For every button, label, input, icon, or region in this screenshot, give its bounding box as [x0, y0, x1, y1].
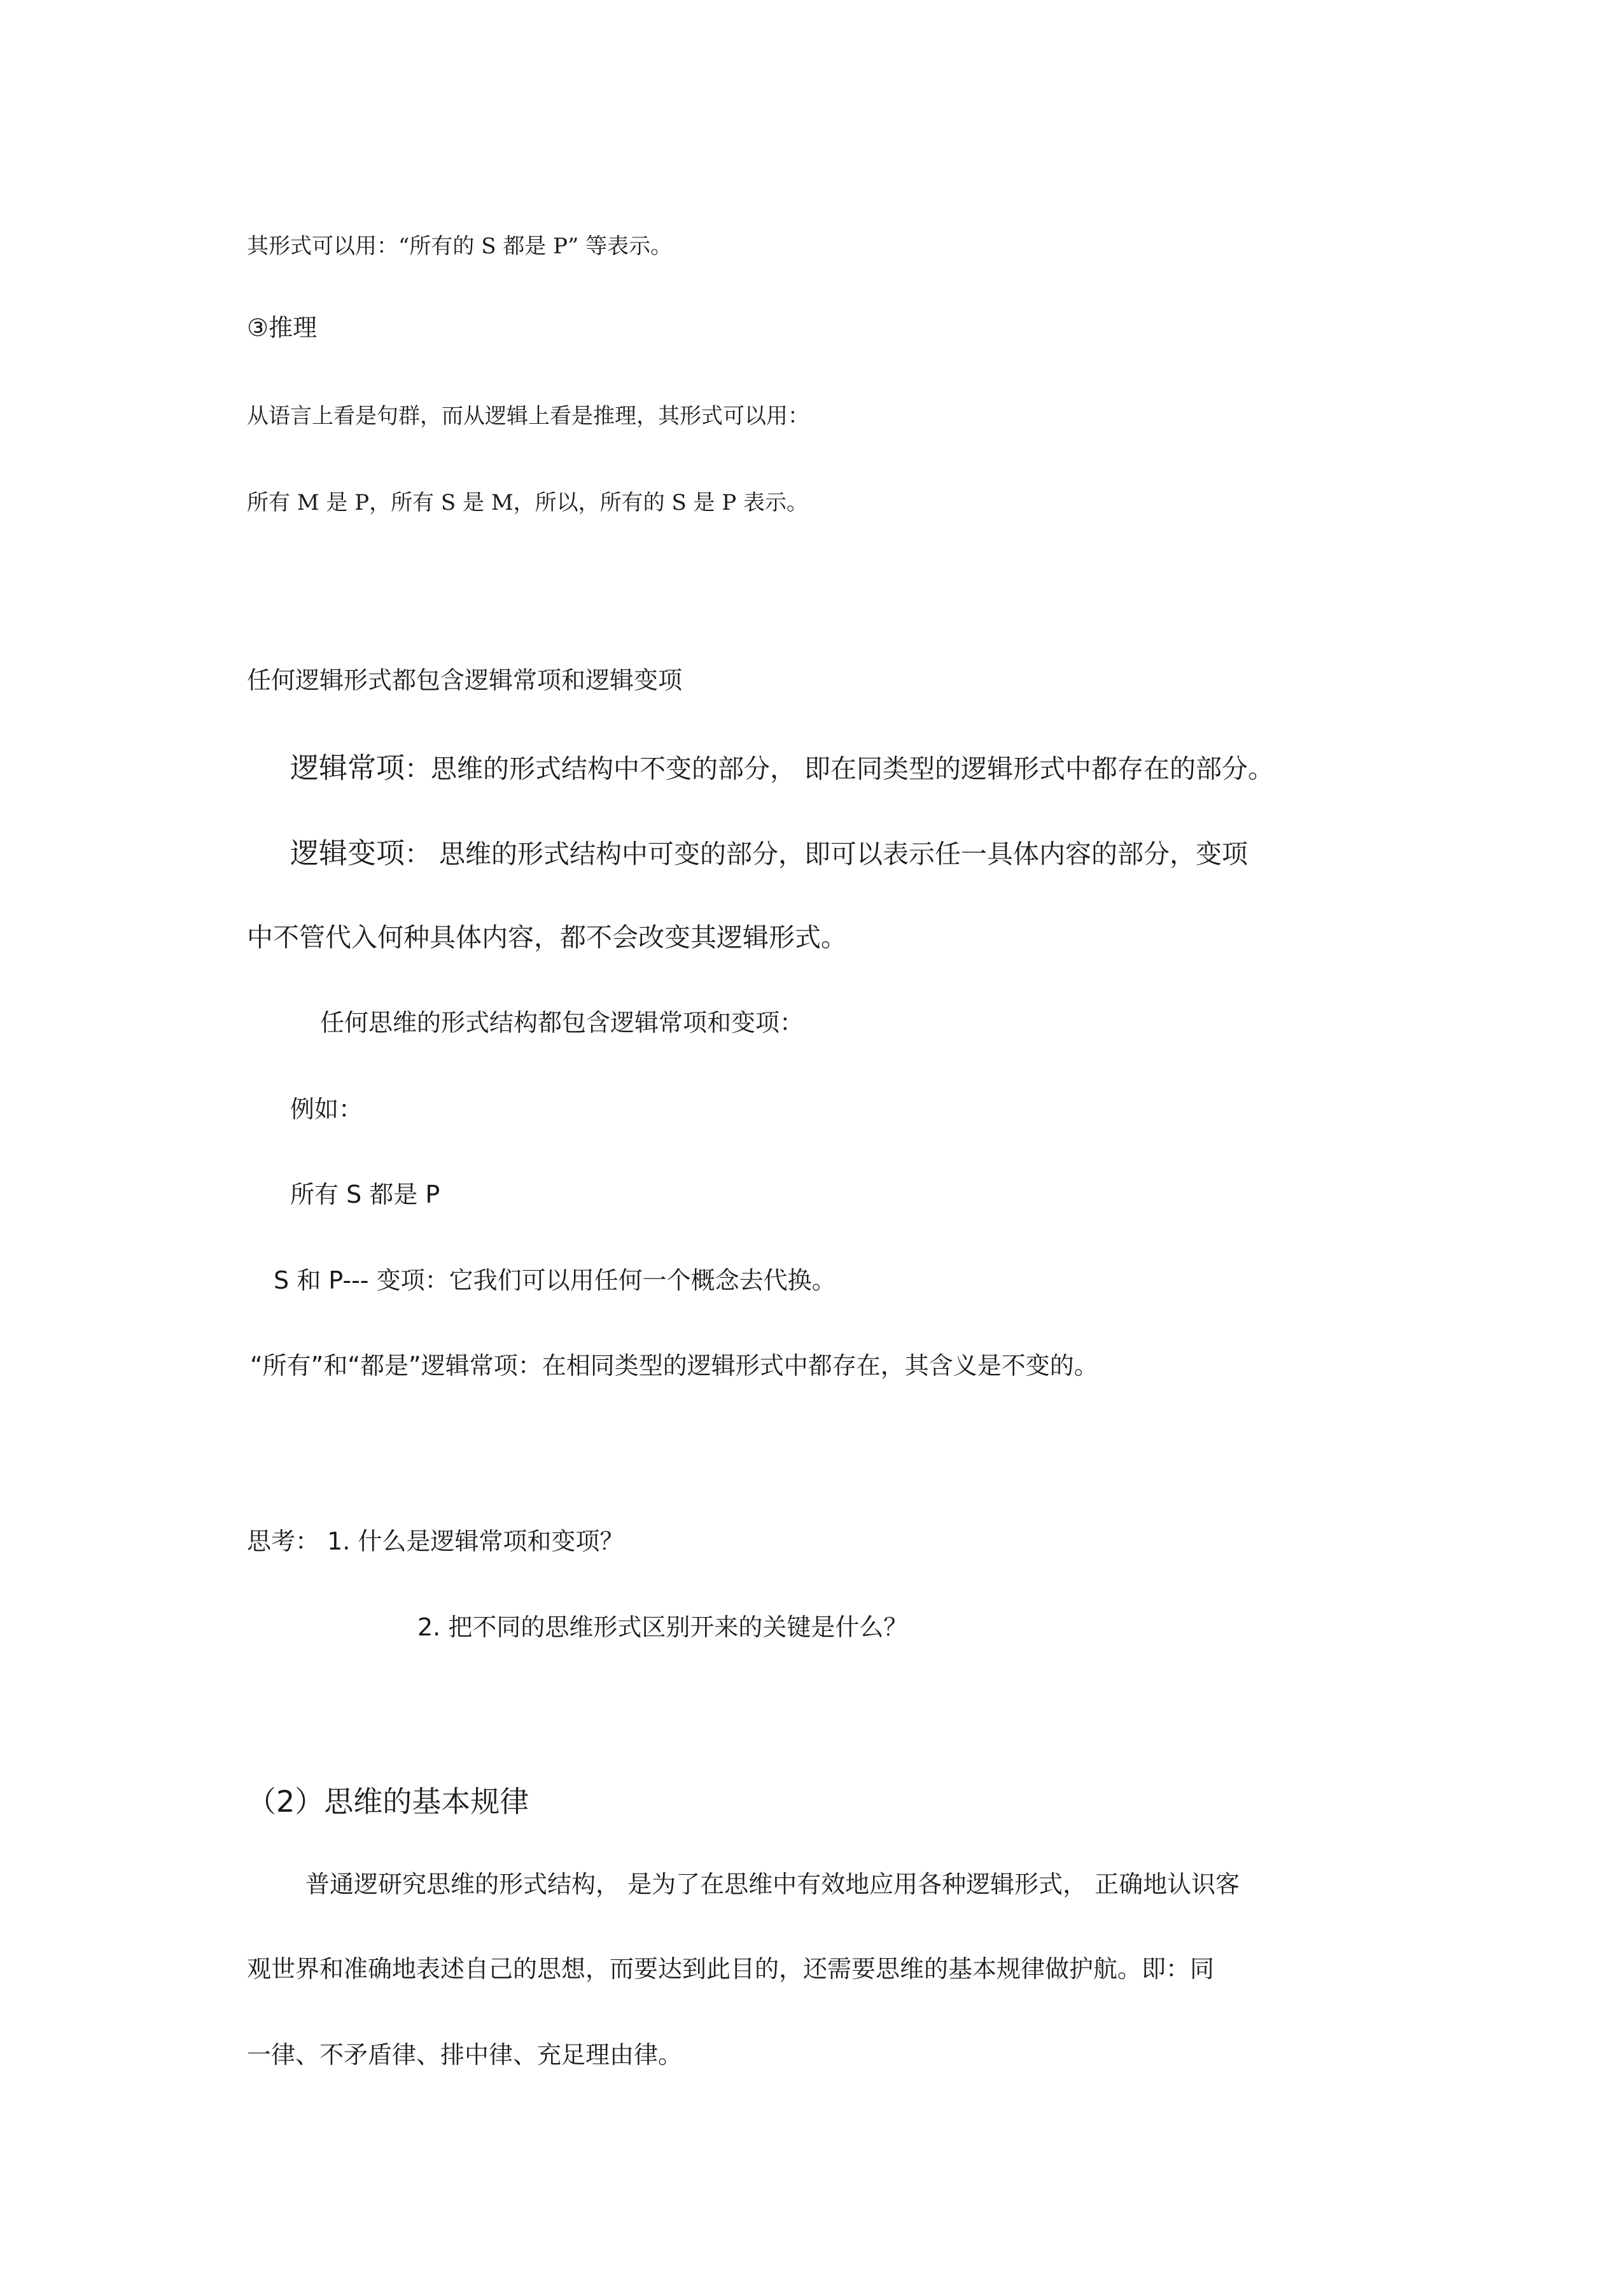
question-line: 思考： 1. 什么是逻辑常项和变项？ [247, 1527, 624, 1555]
paragraph-line: S 和 P--- 变项：它我们可以用任何一个概念去代换。 [274, 1266, 836, 1294]
paragraph-line: 观世界和准确地表述自己的思想，而要达到此目的，还需要思维的基本规律做护航。即：同 [247, 1955, 1215, 1983]
term-logical-constant: 逻辑常项 [290, 751, 405, 785]
paragraph-line: 从语言上看是句群，而从逻辑上看是推理，其形式可以用： [247, 403, 809, 429]
paragraph-line: 其形式可以用：“所有的 S 都是 P” 等表示。 [247, 234, 673, 259]
question-line: 2. 把不同的思维形式区别开来的关键是什么？ [417, 1613, 908, 1641]
paragraph-line: “所有”和“都是”逻辑常项：在相同类型的逻辑形式中都存在，其含义是不变的。 [250, 1352, 1098, 1380]
definition-text: ： 思维的形式结构中可变的部分，即可以表示任一具体内容的部分，变项 [405, 839, 1248, 869]
paragraph-line: 普通逻研究思维的形式结构， 是为了在思维中有效地应用各种逻辑形式， 正确地认识客 [305, 1870, 1240, 1898]
paragraph-line: 任何逻辑形式都包含逻辑常项和逻辑变项 [247, 666, 683, 694]
section-heading-basic-laws: （2）思维的基本规律 [247, 1784, 529, 1819]
paragraph-line: 任何思维的形式结构都包含逻辑常项和变项： [320, 1009, 804, 1037]
definition-logical-variable [290, 836, 1248, 870]
term-logical-variable: 逻辑变项 [290, 836, 405, 870]
definition-logical-constant [290, 751, 1275, 785]
paragraph-line: 一律、不矛盾律、排中律、充足理由律。 [247, 2041, 683, 2069]
paragraph-line: 例如： [290, 1095, 363, 1123]
definition-text: ：思维的形式结构中不变的部分， 即在同类型的逻辑形式中都存在的部分。 [405, 753, 1275, 784]
section-heading-inference: ③推理 [247, 314, 318, 342]
paragraph-line: 中不管代入何种具体内容，都不会改变其逻辑形式。 [247, 922, 847, 953]
paragraph-line: 所有 S 都是 P [290, 1180, 440, 1208]
paragraph-line: 所有 M 是 P，所有 S 是 M，所以，所有的 S 是 P 表示。 [247, 490, 809, 515]
